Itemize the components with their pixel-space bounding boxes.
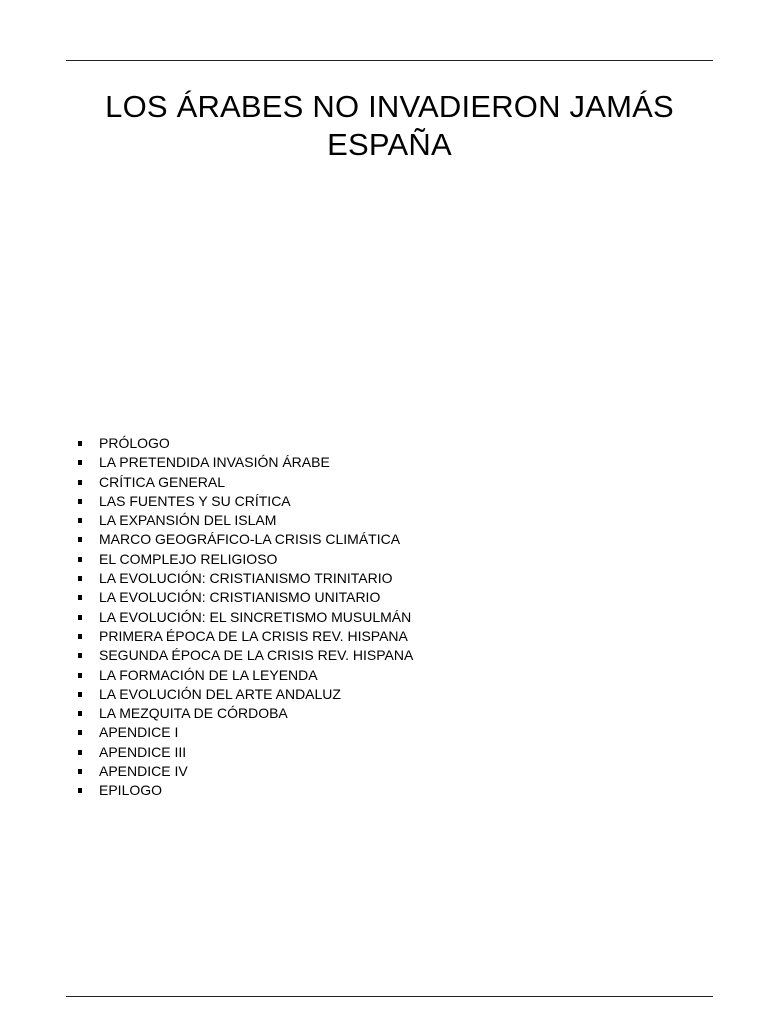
toc-item[interactable] [78,492,413,511]
square-bullet-icon [78,557,82,562]
toc-item-label: LA FORMACIÓN DE LA LEYENDA [99,666,318,683]
toc-item-label: LAS FUENTES Y SU CRÍTICA [99,492,291,509]
square-bullet-icon [78,595,82,600]
square-bullet-icon [78,576,82,581]
toc-item-label: LA MEZQUITA DE CÓRDOBA [99,705,288,722]
square-bullet-icon [78,653,82,658]
toc-item[interactable] [78,530,413,549]
toc-item[interactable] [78,627,413,646]
toc-item-label: LA PRETENDIDA INVASIÓN ÁRABE [99,454,330,471]
square-bullet-icon [78,711,82,716]
toc-item[interactable] [78,608,413,627]
toc-item[interactable] [78,453,413,472]
toc-item[interactable] [78,569,413,588]
square-bullet-icon [78,518,82,523]
toc-item[interactable] [78,685,413,704]
square-bullet-icon [78,692,82,697]
toc-item[interactable] [78,646,413,665]
toc-item[interactable] [78,511,413,530]
toc-item[interactable] [78,743,413,762]
toc-item[interactable] [78,762,413,781]
top-rule [66,60,713,61]
toc-item-label: CRÍTICA GENERAL [99,473,226,490]
square-bullet-icon [78,673,82,678]
toc-item-label: EL COMPLEJO RELIGIOSO [99,550,278,567]
square-bullet-icon [78,750,82,755]
toc-item-label: PRÓLOGO [99,435,170,451]
toc-item-label: LA EVOLUCIÓN: CRISTIANISMO UNITARIO [99,589,381,606]
toc-item-label: PRIMERA ÉPOCA DE LA CRISIS REV. HISPANA [99,627,408,644]
square-bullet-icon [78,480,82,485]
square-bullet-icon [78,499,82,504]
toc-item[interactable] [78,666,413,685]
document-title: LOS ÁRABES NO INVADIERON JAMÁS ESPAÑA [105,89,674,162]
toc-item-label: APENDICE I [99,724,179,741]
toc-item-label: LA EVOLUCIÓN: CRISTIANISMO TRINITARIO [99,570,393,587]
toc-item-label: APENDICE IV [99,763,188,780]
square-bullet-icon [78,634,82,639]
square-bullet-icon [78,615,82,620]
bottom-rule [66,996,713,997]
toc-item-label: SEGUNDA ÉPOCA DE LA CRISIS REV. HISPANA [99,647,414,664]
toc-item[interactable] [78,550,413,569]
toc-item[interactable] [78,473,413,492]
toc-item-label: EPILOGO [99,782,163,799]
toc-item[interactable] [78,704,413,723]
toc-item-label: LA EVOLUCIÓN DEL ARTE ANDALUZ [99,685,341,702]
toc-item-label: LA EVOLUCIÓN: EL SINCRETISMO MUSULMÁN [99,608,412,625]
square-bullet-icon [78,730,82,735]
toc-item-label: LA EXPANSIÓN DEL ISLAM [99,512,277,529]
square-bullet-icon [78,537,82,542]
toc-item[interactable] [78,781,413,800]
toc-item-label: MARCO GEOGRÁFICO-LA CRISIS CLIMÁTICA [99,531,401,548]
square-bullet-icon [78,460,82,465]
table-of-contents [78,434,413,801]
toc-item[interactable] [78,588,413,607]
toc-item[interactable] [78,723,413,742]
square-bullet-icon [78,769,82,774]
square-bullet-icon [78,441,82,446]
toc-item[interactable] [78,434,413,453]
square-bullet-icon [78,788,82,793]
toc-item-label: APENDICE III [99,743,187,760]
